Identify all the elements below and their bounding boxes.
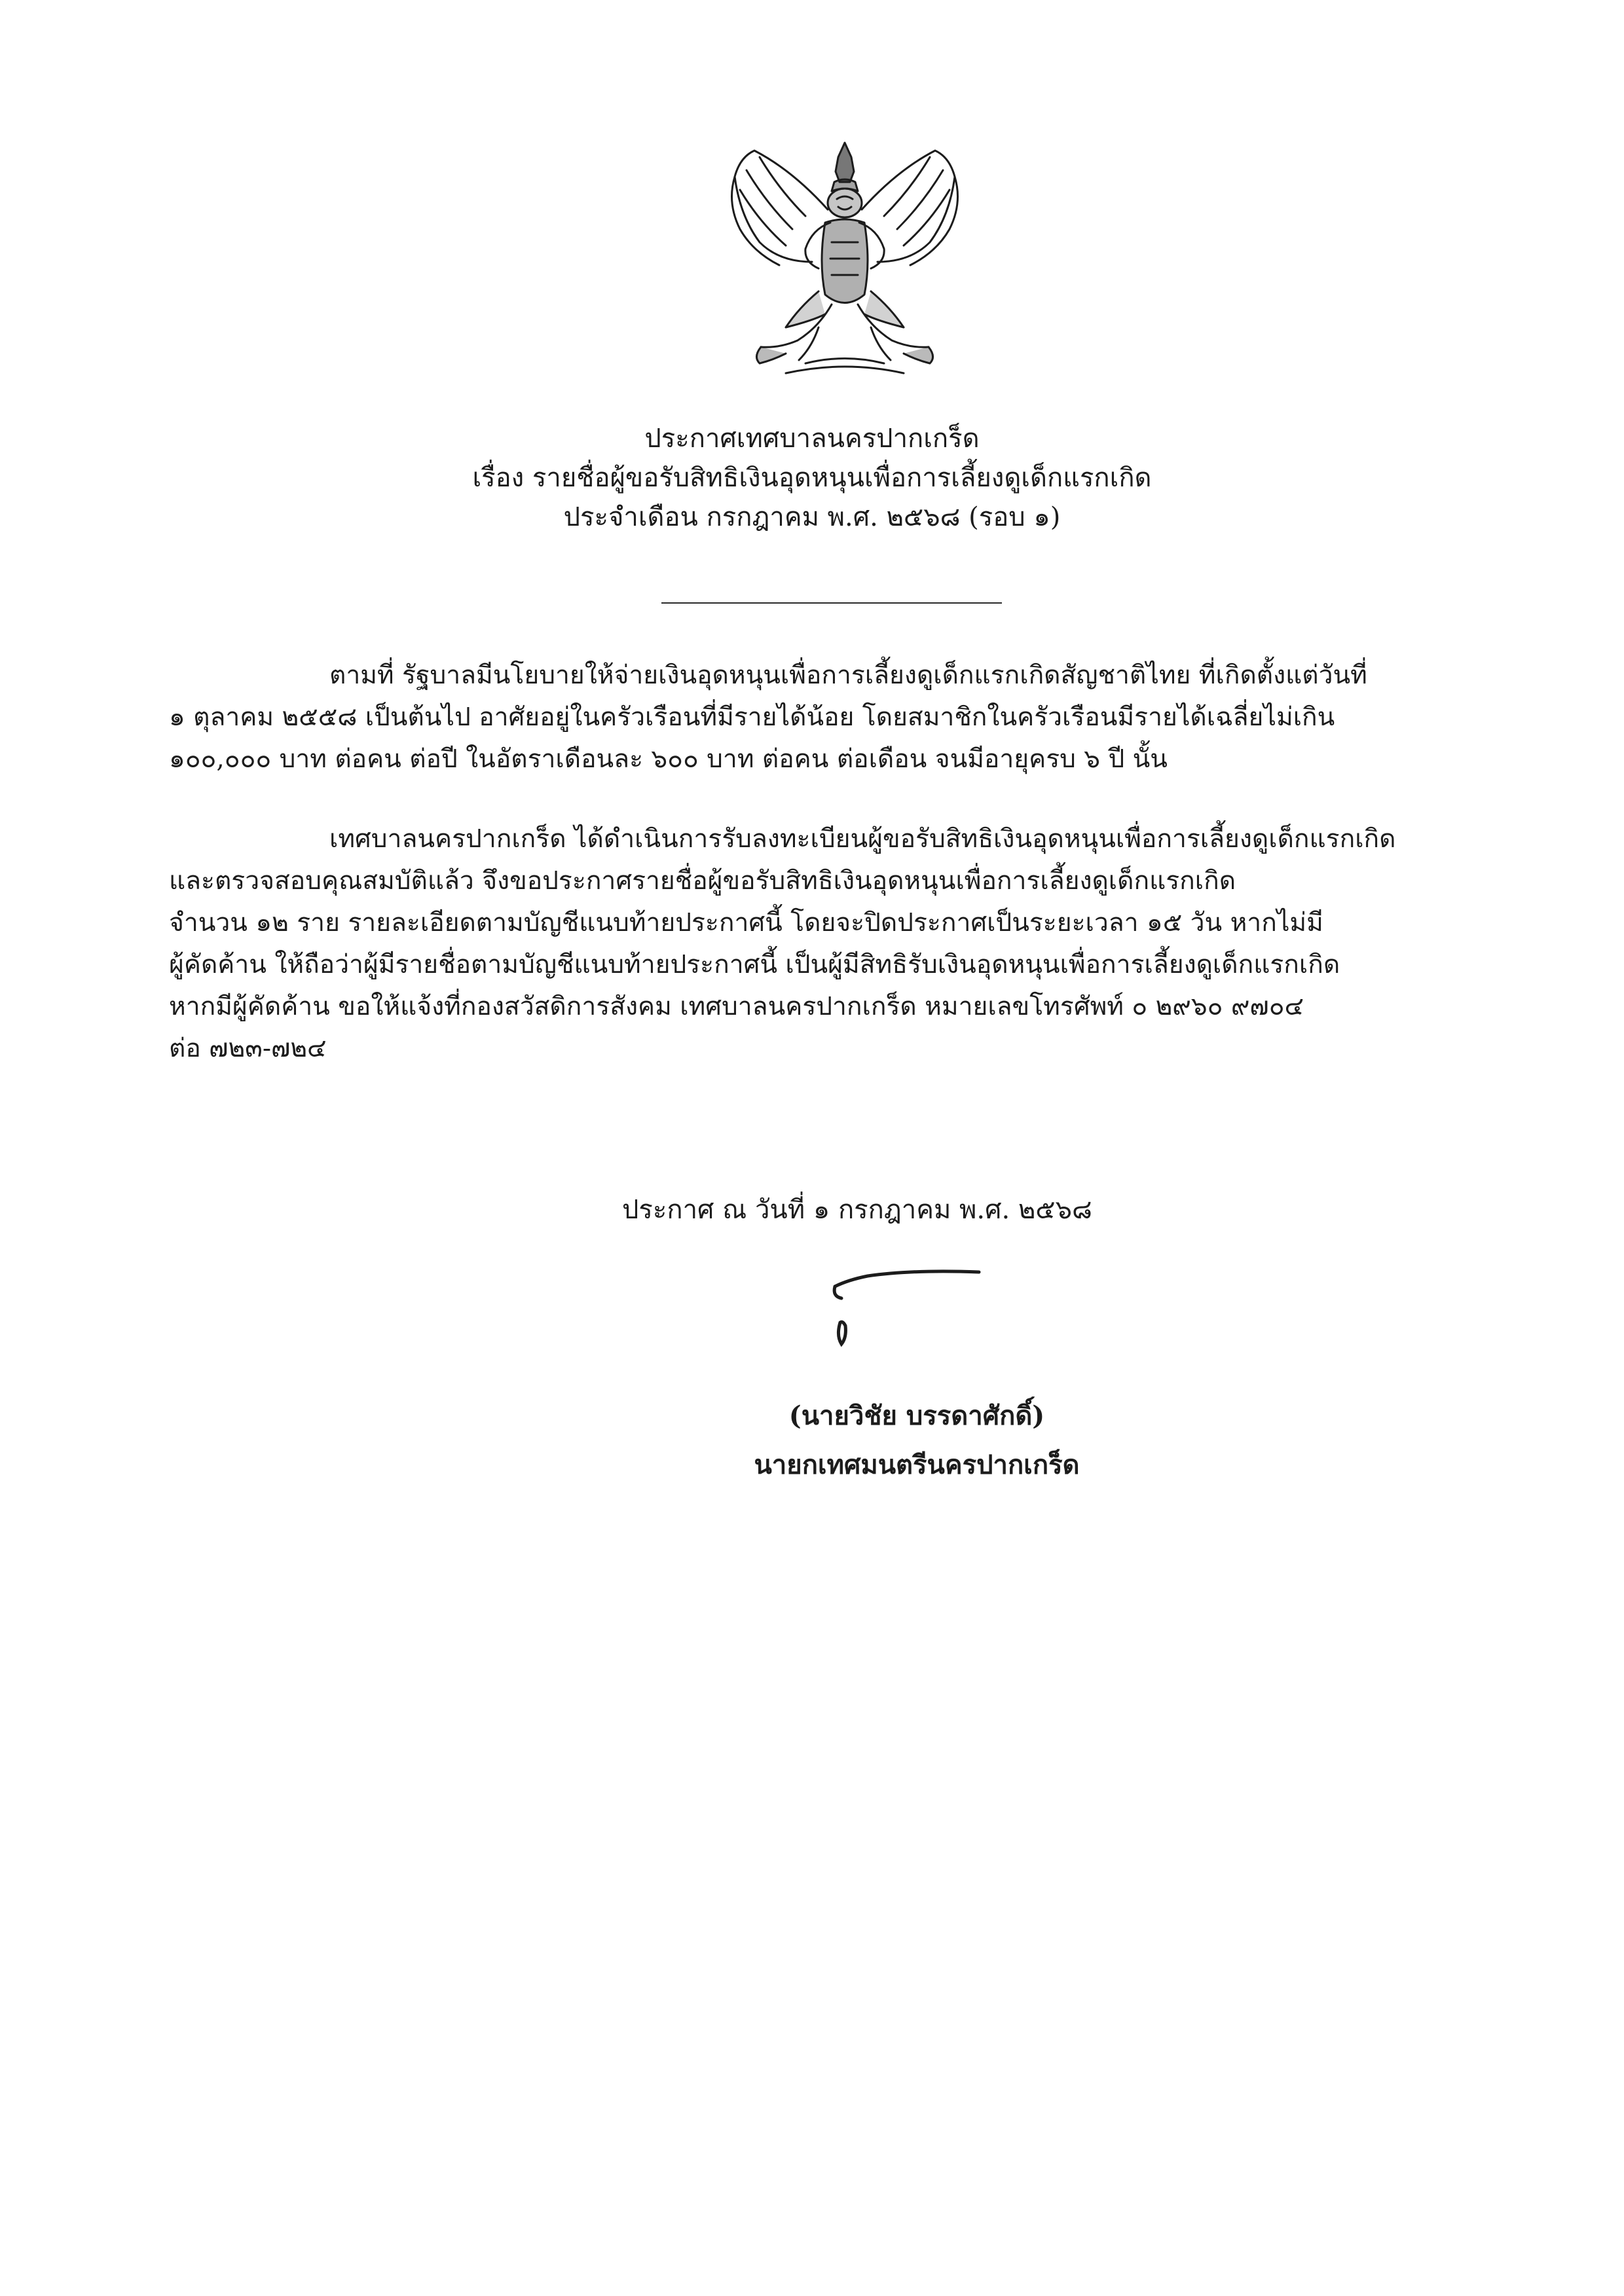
paragraph-line: จำนวน ๑๒ ราย รายละเอียดตามบัญชีแนบท้ายประกาศนี้ โดยจะปิดประกาศเป็นระยะเวลา ๑๕ วัน หากไม่มี xyxy=(169,908,1323,938)
announcement-header xyxy=(0,419,1624,537)
paragraph-line: ต่อ ๗๒๓-๗๒๔ xyxy=(169,1034,327,1063)
paragraph-line: หากมีผู้คัดค้าน ขอให้แจ้งที่กองสวัสดิการสังคม เทศบาลนครปากเกร็ด หมายเลขโทรศัพท์ ๐ ๒๙๖๐ ๙๗๐๔ xyxy=(169,992,1304,1021)
paragraph-registration xyxy=(169,818,1513,1070)
header-divider xyxy=(661,602,1002,604)
handwritten-signature xyxy=(822,1260,992,1352)
signer-position: นายกเทศมนตรีนครปากเกร็ด xyxy=(754,1449,1080,1480)
paragraph-line: เทศบาลนครปากเกร็ด ได้ดำเนินการรับลงทะเบียนผู้ขอรับสิทธิเงินอุดหนุนเพื่อการเลี้ยงดูเด็กแรกเกิด xyxy=(329,824,1396,854)
paragraph-line: ผู้คัดค้าน ให้ถือว่าผู้มีรายชื่อตามบัญชีแนบท้ายประกาศนี้ เป็นผู้มีสิทธิรับเงินอุดหนุนเพื่อการเลี้ยงดูเด็กแรกเกิด xyxy=(169,950,1340,979)
announcement-period: ประจำเดือน กรกฎาคม พ.ศ. ๒๕๖๘ (รอบ ๑) xyxy=(563,502,1061,532)
paragraph-line: ๑ ตุลาคม ๒๕๕๘ เป็นต้นไป อาศัยอยู่ในครัวเรือนที่มีรายได้น้อย โดยสมาชิกในครัวเรือนมีรายได้เฉลี่ยไม่เกิน xyxy=(169,702,1335,732)
paragraph-policy xyxy=(169,655,1513,780)
paragraph-line: ๑๐๐,๐๐๐ บาท ต่อคน ต่อปี ในอัตราเดือนละ ๖๐๐ บาท ต่อคน ต่อเดือน จนมีอายุครบ ๖ ปี นั้น xyxy=(169,744,1168,774)
signer-name: (นายวิชัย บรรดาศักดิ์) xyxy=(788,1400,1045,1431)
paragraph-line: ตามที่ รัฐบาลมีนโยบายให้จ่ายเงินอุดหนุนเพื่อการเลี้ยงดูเด็กแรกเกิดสัญชาติไทย ที่เกิดตั้งแต่วันที่ xyxy=(329,661,1367,690)
announcement-dateline: ประกาศ ณ วันที่ ๑ กรกฎาคม พ.ศ. ๒๕๖๘ xyxy=(622,1195,1092,1225)
paragraph-line: และตรวจสอบคุณสมบัติแล้ว จึงขอประกาศรายชื่อผู้ขอรับสิทธิเงินอุดหนุนเพื่อการเลี้ยงดูเด็กแรกเกิด xyxy=(169,866,1236,896)
announcement-title: ประกาศเทศบาลนครปากเกร็ด xyxy=(644,424,980,454)
garuda-emblem-icon xyxy=(720,131,969,386)
announcement-subject: เรื่อง รายชื่อผู้ขอรับสิทธิเงินอุดหนุนเพื่อการเลี้ยงดูเด็กแรกเกิด xyxy=(472,463,1152,493)
